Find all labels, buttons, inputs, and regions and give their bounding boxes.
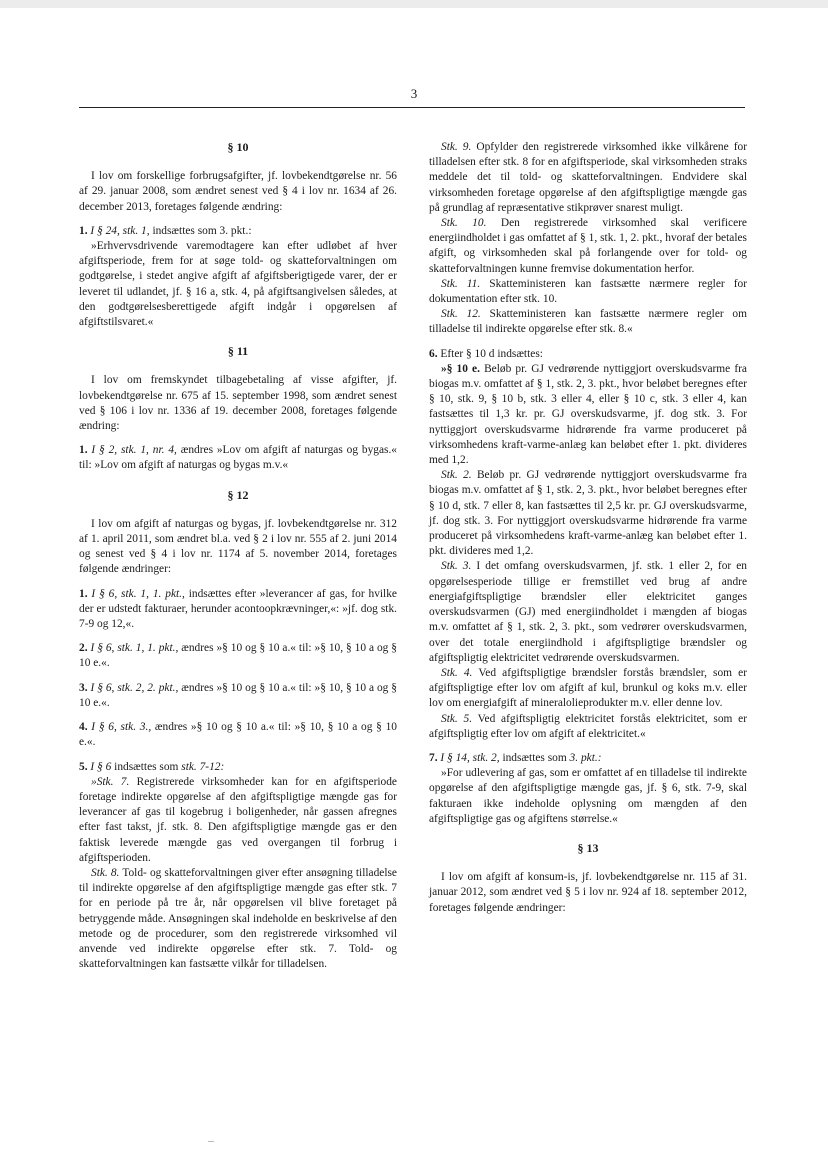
item-reference: I § 6, stk. 1, 1. pkt.,: [90, 642, 179, 655]
item-number: 1.: [79, 587, 88, 600]
section-heading-12: § 12: [227, 487, 249, 502]
item-text: indsættes som 3. pkt.:: [152, 224, 252, 237]
stk-label: Stk. 10.: [441, 217, 487, 230]
item-text: ændres »§ 10 og § 10 a.« til: »§ 10, § 10 a og § 10 e.«.: [79, 681, 397, 709]
item-reference: I § 6, stk. 3.,: [91, 721, 152, 734]
item-number: 3.: [79, 681, 88, 694]
top-scan-band: [0, 0, 828, 8]
paragraph-text: Beløb pr. GJ vedrørende nyttiggjort overskudsvarme fra biogas m.v. omfattet af § 1, stk. 2, 3. pkt., hvor beløbet beregnes efter § 10, stk. 9, § 10 b, stk. 3 eller 4, eller § 10 c, stk. 3 eller 4, kan fastsættes til 1,3 kr. pr. GJ overskudsvarme, jf. dog stk. 3. For nyttiggjort overskudsvarme hidrørende fra varme produceret på virksomhedens kraft-varme-anlæg kan beløbet efter 1. pkt. divideres med 1,2.: [429, 362, 747, 467]
section-12-intro: I lov om afgift af naturgas og bygas, jf. lovbekendtgørelse nr. 312 af 1. april 2011, som ændret bl.a. ved § 2 i lov nr. 555 af 2. juni 2014 og senest ved § 4 i lov nr. 1174 af 5. november 2014, foretages følgende ændringer:: [79, 517, 397, 576]
section-11-item-1: [79, 443, 397, 473]
section-10e-stk-3: [429, 559, 747, 665]
item-number: 1.: [79, 224, 88, 237]
section-heading-13: § 13: [577, 840, 599, 855]
stk-text: Skatteministeren kan fastsætte nærmere regler om tilladelse til indirekte opgørelse efter stk. 8.«: [429, 308, 747, 336]
item-reference-tail: stk. 7-12:: [181, 760, 225, 773]
item-reference: I § 24, stk. 1,: [90, 224, 150, 237]
section-10e-stk-2: [429, 468, 747, 559]
stk-label: Stk. 3.: [441, 560, 472, 573]
section-11-intro: I lov om fremskyndet tilbagebetaling af visse afgifter, jf. lovbekendtgørelse nr. 675 af 15. september 1998, som ændret senest ved § 106 i lov nr. 1336 af 19. december 2008, foretages følgende ændring:: [79, 374, 397, 433]
stk-text: I det omfang overskudsvarmen, jf. stk. 1 eller 2, for en opgørelsesperiode tillige er fremstillet ved brug af andre energiafgiftspligtige brændsler eller elektricitet ganges overskudsvarmen (GJ) med energiindholdet i mængden af biogas m.v. omfattet af § 1, stk. 2, 3. pkt., som vedrører overskudsvarmen, over det totale energiindhold i afgiftspligtige brændsler og afgiftspligtig elektricitet vedrørende overskudsvarmen.: [429, 560, 747, 664]
stk-text: Ved afgiftspligtig elektricitet forstås elektricitet, som er afgiftspligtig efter lov om afgift af elektricitet.«: [429, 712, 747, 740]
section-10-item-1-quote: »Erhvervsdrivende varemodtagere kan efter udløbet af hver afgiftsperiode, frem for at søge told- og skatteforvaltningen om godtgørelse, i stedet angive afgift af afgiftsberigtigede varer, der er leveret til udlandet, jf. § 16 a, stk. 4, på afgiftsangivelsen således, at den godtgørelsesberettigede afgift indgår i opgørelsen af afgiftstilsvaret.«: [79, 240, 397, 329]
section-12-item-7: [429, 751, 747, 766]
stk-label: Stk. 9.: [441, 141, 472, 153]
section-10e-stk-5: [429, 712, 747, 742]
stk-label: Stk. 2.: [441, 469, 472, 482]
stk-7-paragraph: [79, 775, 397, 866]
section-10e-stk-4: [429, 666, 747, 712]
item-text: ændres »Lov om afgift af naturgas og bygas.« til: »Lov om afgift af naturgas og bygas m.v.«: [79, 444, 397, 472]
item-number: 2.: [79, 642, 88, 655]
section-10-item-1: [79, 224, 397, 239]
section-12-item-5: [79, 760, 397, 775]
stk-8-paragraph: [79, 866, 397, 972]
stk-label: Stk. 8.: [91, 866, 120, 879]
section-heading-10: § 10: [227, 140, 249, 154]
section-12-item-3: [79, 681, 397, 711]
item-number: 1.: [79, 444, 88, 457]
section-12-item-7-quote: »For udlevering af gas, som er omfattet af en tilladelse til indirekte opgørelse af den afgiftspligtige mængde gas, jf. § 6, stk. 7-9, skal fakturaen ikke indeholde oplysning om mængden af den afgiftspligtige gas og afgiftens størrelse.«: [429, 767, 747, 825]
stk-label: »Stk. 7.: [91, 775, 130, 788]
stk-text: Opfylder den registrerede virksomhed ikke vilkårene for tilladelsen efter stk. 8 for en afgiftsperiode, skal virksomheden straks meddele det til told- og skatteforvaltningen. Endvidere skal virksomheden foretage opgørelse af den afgiftspligtige mængde gas på grundlag af repræsentative stikprøver snarest muligt.: [429, 141, 747, 214]
stk-text: Skatteministeren kan fastsætte nærmere regler for dokumentation efter stk. 10.: [429, 277, 747, 306]
stk-text: Registrerede virksomheder kan for en afgiftsperiode foretage indirekte opgørelse af den afgiftspligtige mængde gas for leverancer af gas til kogebrug i boligenheder, når gassen afregnes efter fast takst, jf. stk. 8. Den afgiftspligtige mængde gas er den faktisk leverede mængde gas ved overgangen til forbrug i afgiftsperioden.: [79, 775, 397, 864]
section-12-item-1: [79, 587, 397, 633]
item-text: indsættes som: [502, 751, 567, 764]
item-reference: I § 6, stk. 1, 1. pkt.,: [91, 587, 185, 600]
item-reference: I § 14, stk. 2,: [440, 751, 500, 764]
item-reference: I § 6: [90, 760, 112, 773]
section-10-intro: I lov om forskellige forbrugsafgifter, jf. lovbekendtgørelse nr. 56 af 29. januar 2008, som ændret senest ved § 4 i lov nr. 1634 af 26. december 2013, foretages følgende ændring:: [79, 170, 397, 213]
stk-12-paragraph: [429, 307, 747, 337]
stk-text: Den registrerede virksomhed skal verificere energiindholdet i gas omfattet af § 1, stk. 1, 2. pkt., hvoraf der betales afgift, og virksomheden skal på forlangende over for told- og skatteforvaltningen kunne fremvise dokumentation herfor.: [429, 217, 747, 275]
scan-mark: [208, 1141, 214, 1142]
stk-label: Stk. 5.: [441, 712, 473, 725]
stk-11-paragraph: [429, 277, 747, 307]
left-column: [79, 140, 397, 981]
item-text: indsættes som: [114, 760, 179, 773]
section-12-item-2: [79, 641, 397, 671]
section-12-item-4: [79, 720, 397, 750]
item-number: 5.: [79, 760, 88, 773]
section-10e-paragraph: [429, 362, 747, 468]
paragraph-label: »§ 10 e.: [441, 362, 480, 375]
stk-9-paragraph: [429, 140, 747, 216]
item-reference: I § 2, stk. 1, nr. 4,: [91, 444, 177, 457]
stk-label: Stk. 12.: [441, 308, 481, 321]
item-reference-tail: 3. pkt.:: [569, 751, 602, 764]
stk-text: Ved afgiftspligtige brændsler forstås brændsler, som er afgiftspligtige efter lov om afgift af kul, brunkul og koks m.v. eller lov om energiafgift af mineralolieprodukter m.v. eller denne lov.: [429, 666, 747, 710]
item-text: Efter § 10 d indsættes:: [440, 347, 543, 360]
item-number: 7.: [429, 751, 438, 764]
stk-label: Stk. 4.: [441, 666, 473, 679]
stk-text: Told- og skatteforvaltningen giver efter ansøgning tilladelse til indirekte opgørelse af den afgiftspligtige mængde gas efter stk. 7 for en periode på tre år, når opgørelsen vil blive foretaget på betryggende måde. Ansøgningen skal indeholde en beskrivelse af den metode og de procedurer, som den registrerede virksomhed vil anvende ved indirekte opgørelse efter stk. 7. Told- og skatteforvaltningen kan fastsætte vilkår for tilladelsen.: [79, 866, 397, 971]
item-text: indsættes efter »leverancer af gas, for hvilke der er udstedt fakturaer, herunder acontoopkrævninger,«: »jf. dog stk. 7-9 og 12,«.: [79, 587, 397, 631]
section-12-item-6: [429, 347, 747, 362]
stk-label: Stk. 11.: [441, 277, 481, 290]
page-number: 3: [410, 86, 418, 101]
stk-text: Beløb pr. GJ vedrørende nyttiggjort overskudsvarme fra biogas m.v. omfattet af § 1, stk. 2, 3. pkt., hvor beløbet beregnes efter § 10 d, stk. 7 eller 8, kan fastsættes til 2,5 kr. pr. GJ overskudsvarme, jf. dog stk. 3. For nyttiggjort overskudsvarme hidrørende fra varme produceret på virksomhedens kraft-varme-anlæg kan beløbet efter 1. pkt. divideres med 1,2.: [429, 469, 747, 558]
item-number: 4.: [79, 721, 88, 734]
item-text: ændres »§ 10 og § 10 a.« til: »§ 10, § 10 a og § 10 e.«.: [79, 642, 397, 670]
section-heading-11: § 11: [227, 344, 249, 359]
item-number: 6.: [429, 347, 438, 360]
item-reference: I § 6, stk. 2, 2. pkt.,: [90, 681, 179, 694]
header-rule: [79, 107, 745, 108]
section-13-intro: I lov om afgift af konsum-is, jf. lovbekendtgørelse nr. 115 af 31. januar 2012, som ændret ved § 5 i lov nr. 924 af 18. september 2012, foretages følgende ændringer:: [429, 871, 747, 914]
stk-10-paragraph: [429, 216, 747, 277]
right-column: [429, 140, 747, 925]
item-text: ændres »§ 10 og § 10 a.« til: »§ 10, § 10 a og § 10 e.«.: [79, 721, 397, 749]
